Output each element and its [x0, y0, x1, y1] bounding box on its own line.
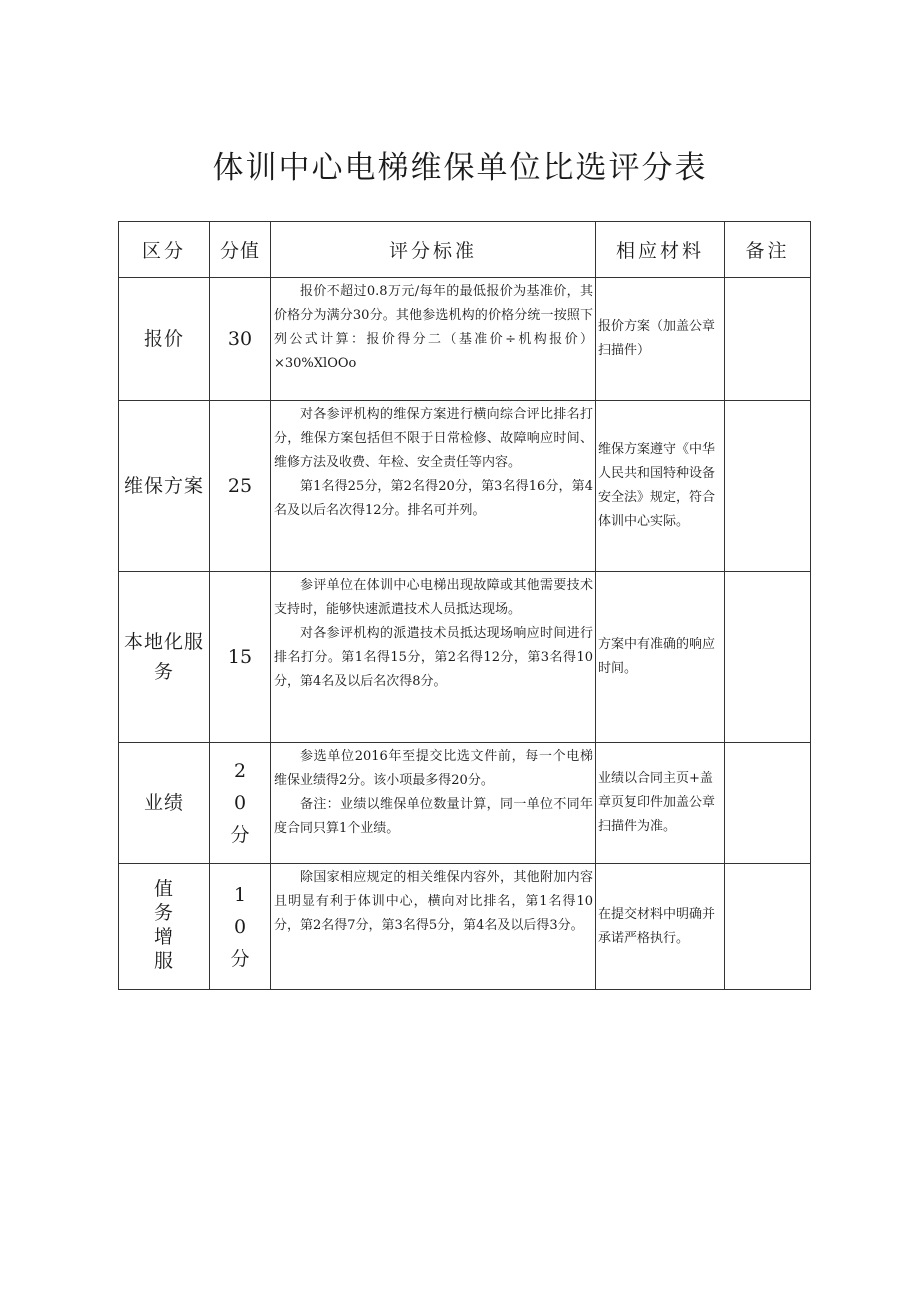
- criteria-paragraph: 除国家相应规定的相关维保内容外，其他附加内容且明显有利于体训中心，横向对比排名，第1名得10分，第2名得7分，第3名得5分，第4名及以后得3分。: [274, 870, 593, 933]
- header-criteria: 评分标准: [271, 222, 596, 278]
- scoring-table: [118, 221, 811, 990]
- row-points: [210, 864, 271, 990]
- row-materials: 方案中有准确的响应时间。: [596, 572, 725, 743]
- header-row: [119, 222, 811, 278]
- row-points: [210, 743, 271, 864]
- row-category: 业绩: [119, 743, 210, 864]
- criteria-paragraph: 对各参评机构的派遣技术员抵达现场响应时间进行排名打分。第1名得15分，第2名得12分，第3名得10分，第4名及以后名次得8分。: [274, 626, 593, 689]
- row-notes: [725, 572, 811, 743]
- criteria-paragraph: 参评单位在体训中心电梯出现故障或其他需要技术支持时，能够快速派遣技术人员抵达现场。: [274, 578, 593, 617]
- table-row: [119, 401, 811, 572]
- row-notes: [725, 401, 811, 572]
- row-points: 15: [210, 572, 271, 743]
- row-notes: [725, 864, 811, 990]
- row-notes: [725, 743, 811, 864]
- criteria-paragraph: 备注：业绩以维保单位数量计算，同一单位不同年度合同只算1个业绩。: [274, 797, 593, 836]
- row-materials: 业绩以合同主页+盖章页复印件加盖公章扫描件为准。: [596, 743, 725, 864]
- table-row: [119, 743, 811, 864]
- row-points: 30: [210, 278, 271, 401]
- document-title: 体训中心电梯维保单位比选评分表: [212, 150, 708, 186]
- row-materials: 维保方案遵守《中华人民共和国特种设备安全法》规定，符合体训中心实际。: [596, 401, 725, 572]
- row-materials: 报价方案（加盖公章扫描件）: [596, 278, 725, 401]
- table-row: [119, 572, 811, 743]
- criteria-paragraph: 对各参评机构的维保方案进行横向综合评比排名打分，维保方案包括但不限于日常检修、故障响应时间、维修方法及收费、年检、安全责任等内容。: [274, 407, 593, 470]
- row-criteria: [271, 743, 596, 864]
- criteria-paragraph: 参选单位2016年至提交比选文件前，每一个电梯维保业绩得2分。该小项最多得20分。: [274, 749, 593, 788]
- header-points: 分值: [210, 222, 271, 278]
- row-category: 维保方案: [119, 401, 210, 572]
- row-points: 25: [210, 401, 271, 572]
- points-value: 10分: [230, 883, 250, 970]
- table-row: [119, 864, 811, 990]
- criteria-paragraph: 第1名得25分，第2名得20分，第3名得16分，第4名及以后名次得12分。排名可并列。: [274, 479, 593, 518]
- header-materials: 相应材料: [596, 222, 725, 278]
- row-criteria: [271, 572, 596, 743]
- points-value: 20分: [230, 760, 250, 846]
- row-criteria: [271, 278, 596, 401]
- header-notes: 备注: [725, 222, 811, 278]
- criteria-paragraph: 报价不超过0.8万元/每年的最低报价为基准价，其价格分为满分30分。其他参选机构的价格分统一按照下列公式计算：报价得分二（基准价÷机构报价）×30%XlOOo: [274, 284, 593, 371]
- row-notes: [725, 278, 811, 401]
- header-category: 区分: [119, 222, 210, 278]
- row-category: [119, 864, 210, 990]
- row-criteria: [271, 864, 596, 990]
- row-category: 报价: [119, 278, 210, 401]
- row-criteria: [271, 401, 596, 572]
- category-value: 值务增服: [153, 878, 174, 972]
- table-row: [119, 278, 811, 401]
- row-materials: 在提交材料中明确并承诺严格执行。: [596, 864, 725, 990]
- row-category: 本地化服务: [119, 572, 210, 743]
